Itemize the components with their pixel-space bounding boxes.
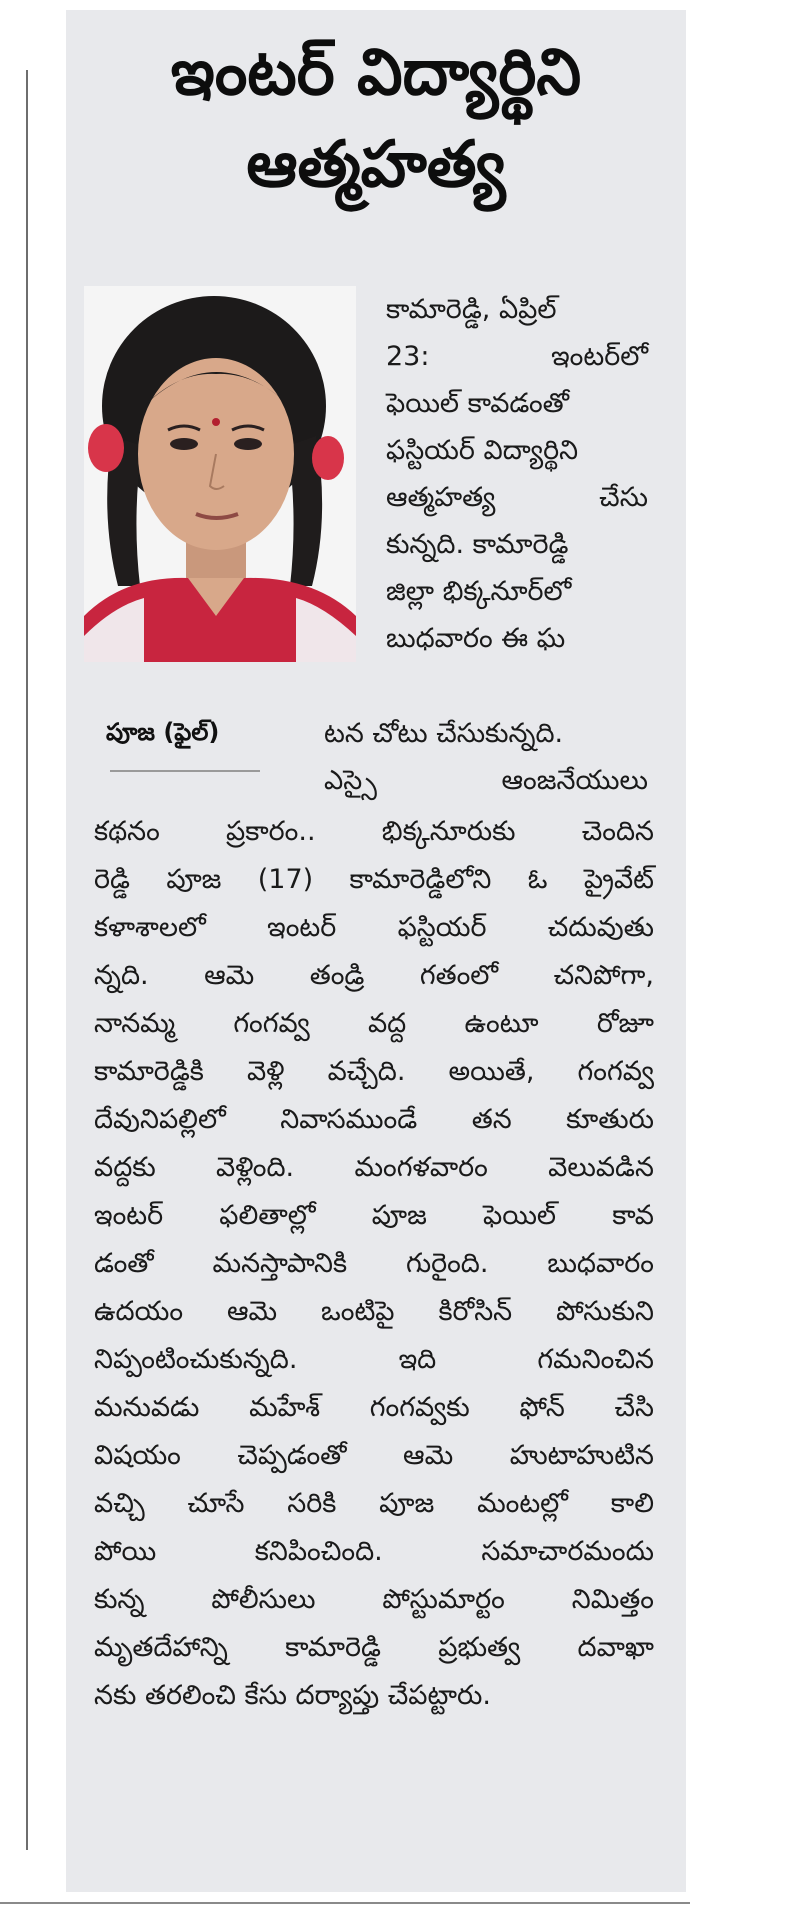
body-line: నకు తరలించి కేసు దర్యాప్తు చేపట్టారు. bbox=[94, 1680, 491, 1711]
body-line: బుధవారం ఈ ఘ bbox=[386, 623, 566, 654]
body-line: కళాశాలలో ఇంటర్ ఫస్టియర్ చదువుతు bbox=[94, 912, 654, 943]
body-line: ఇంటర్ ఫలితాల్లో పూజ ఫెయిల్ కావ bbox=[94, 1200, 654, 1231]
body-line: విషయం చెప్పడంతో ఆమె హుటాహుటిన bbox=[94, 1440, 654, 1471]
news-clipping bbox=[66, 10, 686, 1892]
caption-underline bbox=[110, 770, 260, 772]
body-line: ఎస్సై ఆంజనేయులు bbox=[324, 765, 648, 796]
body-line: న్నది. ఆమె తండ్రి గతంలో చనిపోగా, bbox=[94, 960, 654, 991]
body-line: మృతదేహాన్ని కామారెడ్డి ప్రభుత్వ దవాఖా bbox=[94, 1632, 654, 1663]
body-line: కున్నది. కామారెడ్డి bbox=[386, 529, 569, 560]
body-line: 23: ఇంటర్‌లో bbox=[386, 341, 648, 372]
body-line: కథనం ప్రకారం.. భిక్కనూరుకు చెందిన bbox=[94, 816, 654, 847]
body-line: మనువడు మహేశ్ గంగవ్వకు ఫోన్ చేసి bbox=[94, 1392, 654, 1423]
page-bottom-rule bbox=[0, 1902, 690, 1904]
body-line: కామారెడ్డి, ఏప్రిల్ bbox=[386, 294, 557, 325]
body-line: జిల్లా భిక్కనూర్‌లో bbox=[386, 576, 572, 607]
body-line: టన చోటు చేసుకున్నది. bbox=[324, 718, 564, 749]
body-line: డంతో మనస్తాపానికి గురైంది. బుధవారం bbox=[94, 1248, 654, 1279]
photo-caption: పూజ (ఫైల్) bbox=[106, 718, 220, 746]
headline-line-1: ఇంటర్ విద్యార్థిని bbox=[170, 36, 582, 110]
page-margin-rule bbox=[26, 70, 28, 1850]
body-line: ఉదయం ఆమె ఒంటిపై కిరోసిన్ పోసుకుని bbox=[94, 1296, 654, 1327]
body-line: ఫస్టియర్ విద్యార్థిని bbox=[386, 435, 579, 466]
body-line: కామారెడ్డికి వెళ్లి వచ్చేది. అయితే, గంగవ్వ bbox=[94, 1056, 654, 1087]
headline-line-2: ఆత్మహత్య bbox=[246, 128, 506, 202]
body-line: దేవునిపల్లిలో నివాసముండే తన కూతురు bbox=[94, 1104, 654, 1135]
body-line: పోయి కనిపించింది. సమాచారమందు bbox=[94, 1536, 654, 1567]
portrait-photo bbox=[84, 286, 356, 662]
body-line: వచ్చి చూసే సరికి పూజ మంటల్లో కాలి bbox=[94, 1488, 654, 1519]
body-line: నిప్పంటించుకున్నది. ఇది గమనించిన bbox=[94, 1344, 654, 1375]
body-line: కున్న పోలీసులు పోస్టుమార్టం నిమిత్తం bbox=[94, 1584, 654, 1615]
body-line: ఆత్మహత్య చేసు bbox=[386, 482, 648, 513]
portrait-illustration bbox=[84, 286, 356, 662]
body-line: ఫెయిల్ కావడంతో bbox=[386, 388, 570, 419]
body-line: నానమ్మ గంగవ్వ వద్ద ఉంటూ రోజూ bbox=[94, 1008, 654, 1039]
body-line: వద్దకు వెళ్లింది. మంగళవారం వెలువడిన bbox=[94, 1152, 654, 1183]
body-line: రెడ్డి పూజ (17) కామారెడ్డిలోని ఓ ప్రైవేట్ bbox=[94, 864, 654, 895]
